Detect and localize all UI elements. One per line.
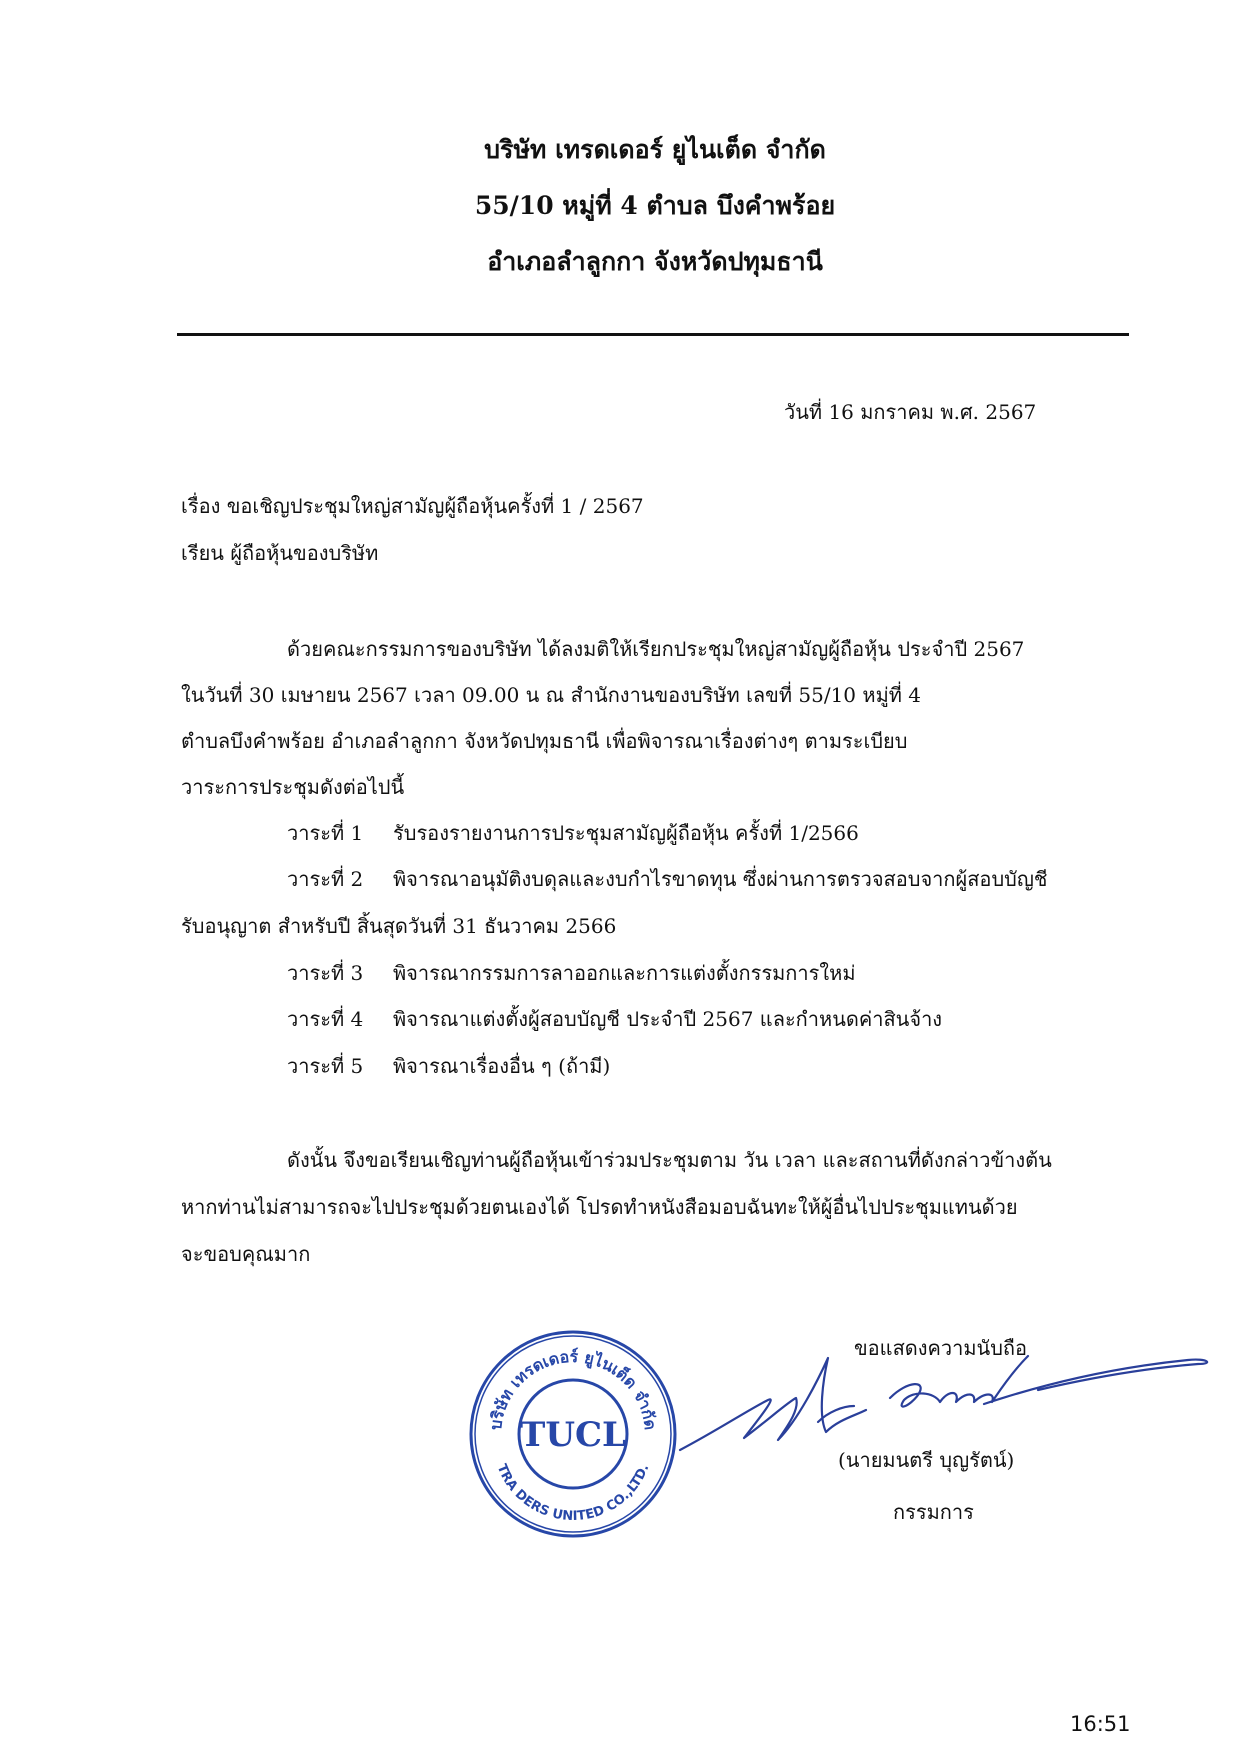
agenda-text: พิจารณาแต่งตั้งผู้สอบบัญชี ประจำปี 2567 และกำหนดค่าสินจ้าง: [393, 1007, 943, 1031]
agenda-label: วาระที่ 5: [287, 1054, 364, 1078]
agenda-text-continued: รับอนุญาต สำหรับปี สิ้นสุดวันที่ 31 ธันวาคม 2566: [181, 914, 617, 938]
letter-recipient: เรียน ผู้ถือหุ้นของบริษัท: [181, 541, 379, 565]
regards-text: ขอแสดงความนับถือ: [854, 1336, 1028, 1360]
letter-subject: เรื่อง ขอเชิญประชุมใหญ่สามัญผู้ถือหุ้นครั้งที่ 1 / 2567: [181, 494, 644, 518]
company-seal: [467, 1328, 679, 1540]
signature: [678, 1340, 1218, 1455]
agenda-label: วาระที่ 3: [287, 961, 364, 985]
intro-line: ในวันที่ 30 เมษายน 2567 เวลา 09.00 น ณ สำนักงานของบริษัท เลขที่ 55/10 หมู่ที่ 4: [181, 683, 922, 707]
letter-date: วันที่ 16 มกราคม พ.ศ. 2567: [784, 400, 1037, 424]
intro-line: วาระการประชุมดังต่อไปนี้: [181, 775, 405, 799]
address-line-2: อำเภอลำลูกกา จังหวัดปทุมธานี: [487, 247, 823, 276]
closing-line: หากท่านไม่สามารถจะไปประชุมด้วยตนเองได้ โปรดทำหนังสือมอบฉันทะให้ผู้อื่นไปประชุมแทนด้วย: [181, 1195, 1018, 1219]
closing-line: ดังนั้น จึงขอเรียนเชิญท่านผู้ถือหุ้นเข้าร่วมประชุมตาม วัน เวลา และสถานที่ดังกล่าวข้างต้น: [287, 1148, 1052, 1172]
agenda-text: พิจารณากรรมการลาออกและการแต่งตั้งกรรมการใหม่: [393, 961, 856, 985]
signer-position: กรรมการ: [893, 1500, 974, 1524]
agenda-text: พิจารณาอนุมัติงบดุลและงบกำไรขาดทุน ซึ่งผ่านการตรวจสอบจากผู้สอบบัญชี: [393, 867, 1048, 891]
signer-name: (นายมนตรี บุญรัตน์): [838, 1448, 1015, 1472]
intro-line: ด้วยคณะกรรมการของบริษัท ได้ลงมติให้เรียกประชุมใหญ่สามัญผู้ถือหุ้น ประจำปี 2567: [287, 637, 1025, 661]
agenda-text: พิจารณาเรื่องอื่น ๆ (ถ้ามี): [393, 1054, 611, 1078]
agenda-text: รับรองรายงานการประชุมสามัญผู้ถือหุ้น ครั้งที่ 1/2566: [393, 821, 859, 845]
company-name: บริษัท เทรดเดอร์ ยูไนเต็ด จำกัด: [484, 135, 826, 164]
header-divider: [177, 333, 1129, 336]
timestamp: 16:51: [1070, 1712, 1131, 1736]
seal-logo-text: TUCL: [520, 1415, 626, 1455]
agenda-label: วาระที่ 2: [287, 867, 364, 891]
address-line-1: 55/10 หมู่ที่ 4 ตำบล บึงคำพร้อย: [474, 191, 836, 220]
closing-line: จะขอบคุณมาก: [181, 1242, 311, 1266]
intro-line: ตำบลบึงคำพร้อย อำเภอลำลูกกา จังหวัดปทุมธานี เพื่อพิจารณาเรื่องต่างๆ ตามระเบียบ: [181, 729, 908, 753]
agenda-label: วาระที่ 1: [287, 821, 364, 845]
seal-top-text: บริษัท เทรดเดอร์ ยูไนเต็ด จำกัด: [486, 1346, 660, 1431]
agenda-label: วาระที่ 4: [287, 1007, 364, 1031]
seal-bottom-text: TRA DERS UNITED CO.,LTD.: [493, 1462, 653, 1525]
